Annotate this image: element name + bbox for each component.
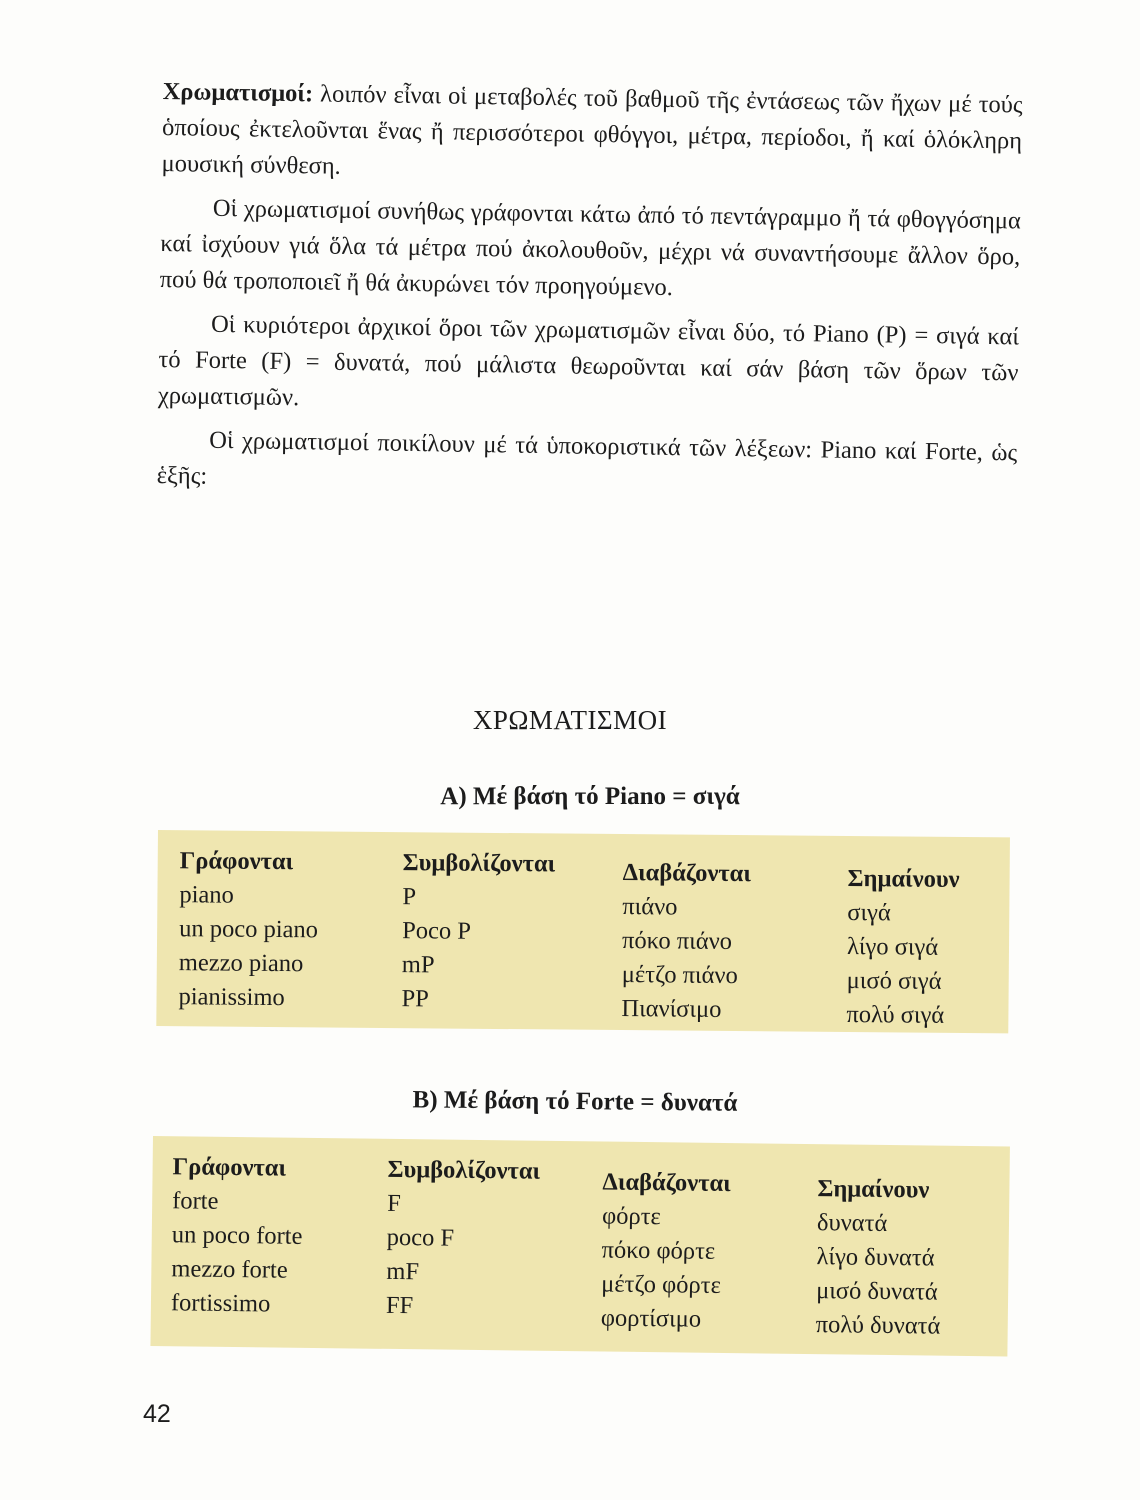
table-cell: P [402, 883, 417, 911]
subheading-piano: Α) Μέ βάση τό Piano = σιγά [440, 783, 740, 810]
paragraph-1-text: λοιπόν εἶναι οἱ μεταβολές τοῦ βαθμοῦ τῆς ἐντάσεως τῶν ἤχων μέ τούς ὁποίους ἐκτελοῦνται ἕνας ἤ περισσότεροι φθόγγοι, μέτρα, περίοδοι, ἤ καί ὁλόκληρη μουσική σύνθεση. [161, 80, 1023, 180]
table-cell: mezzo forte [171, 1255, 288, 1284]
table-forte [150, 1136, 1010, 1356]
table-cell: poco F [386, 1223, 455, 1252]
table-cell: φορτίσιμο [600, 1304, 702, 1333]
table-cell: λίγο σιγά [846, 933, 939, 961]
term-label: Χρωματισμοί: [162, 77, 314, 108]
table-piano [156, 830, 1010, 1033]
column-written [171, 1150, 304, 1322]
table-cell: un poco forte [171, 1221, 303, 1250]
column-header: Σημαίνουν [847, 865, 960, 893]
column-read [601, 1165, 731, 1337]
table-cell: fortissimo [170, 1289, 271, 1318]
paragraph-1 [161, 74, 1023, 195]
table-cell: πιάνο [622, 893, 678, 921]
table-cell: δυνατά [816, 1209, 888, 1237]
column-header: Συμβολίζονται [402, 849, 556, 878]
table-cell: μισό δυνατά [815, 1277, 938, 1306]
column-header: Σημαίνουν [817, 1175, 930, 1204]
table-cell: piano [179, 881, 234, 909]
paragraph-2: Οἱ χρωματισμοί συνήθως γράφονται κάτω ἀπό τό πεντάγραμμο ἤ τά φθογγόσημα καί ἰσχύουν γιά ὅλα τά μέτρα πού ἀκολουθοῦν, μέχρι νά συναντήσουμε ἄλλον ὅρο, πού θά τροποποιεῖ ἤ θά ἀκυρώνει τόν προηγούμενο. [159, 194, 1022, 302]
body-text [156, 74, 1023, 515]
table-cell: λίγο δυνατά [816, 1243, 935, 1272]
table-cell: mF [386, 1257, 420, 1286]
column-symbol [386, 1153, 541, 1325]
table-cell: PP [401, 985, 429, 1013]
table-cell: φόρτε [601, 1202, 661, 1231]
column-header: Διαβάζονται [602, 1168, 731, 1198]
column-written [178, 844, 318, 1015]
table-cell: pianissimo [178, 983, 285, 1012]
column-header: Διαβάζονται [622, 859, 752, 888]
table-cell: μέτζο φόρτε [601, 1270, 722, 1299]
subheading-forte: Β) Μέ βάση τό Forte = δυνατά [412, 1086, 738, 1117]
table-cell: μισό σιγά [846, 967, 942, 995]
table-cell: μέτζο πιάνο [621, 961, 738, 990]
column-header: Γράφονται [172, 1153, 287, 1182]
paragraph-3: Οἱ κυριότεροι ἀρχικοί ὅροι τῶν χρωματισμῶν εἶναι δύο, τό Piano (P) = σιγά καί τό Forte (F) = δυνατά, πού μάλιστα θεωροῦνται καί σάν βάση τῶν ὅρων τῶν χρωματισμῶν. [157, 310, 1020, 412]
table-cell: mP [401, 951, 435, 979]
table-cell: mezzo piano [178, 949, 304, 978]
table-cell: πόκο πιάνο [621, 927, 733, 956]
section-heading: ΧΡΩΜΑΤΙΣΜΟΙ [472, 705, 668, 735]
column-header: Γράφονται [179, 847, 294, 876]
table-cell: πόκο φόρτε [601, 1236, 716, 1265]
table-cell: forte [172, 1187, 219, 1215]
column-meaning [816, 1172, 943, 1344]
table-cell: πολύ σιγά [846, 1001, 945, 1029]
column-header: Συμβολίζονται [387, 1155, 541, 1185]
table-cell: Poco P [402, 917, 472, 945]
column-symbol [401, 846, 555, 1017]
table-cell: Πιανίσιμο [621, 995, 722, 1023]
table-cell: un poco piano [179, 915, 319, 944]
table-cell: FF [385, 1291, 414, 1320]
page-number: 42 [143, 1400, 171, 1428]
column-read [621, 856, 751, 1027]
column-meaning [846, 862, 959, 1033]
paragraph-4: Οἱ χρωματισμοί ποικίλουν μέ τά ὑποκοριστικά τῶν λέξεων: Piano καί Forte, ὡς ἑξῆς: [156, 426, 1018, 490]
table-cell: F [387, 1189, 401, 1218]
table-cell: πολύ δυνατά [815, 1311, 941, 1340]
table-cell: σιγά [847, 899, 891, 927]
